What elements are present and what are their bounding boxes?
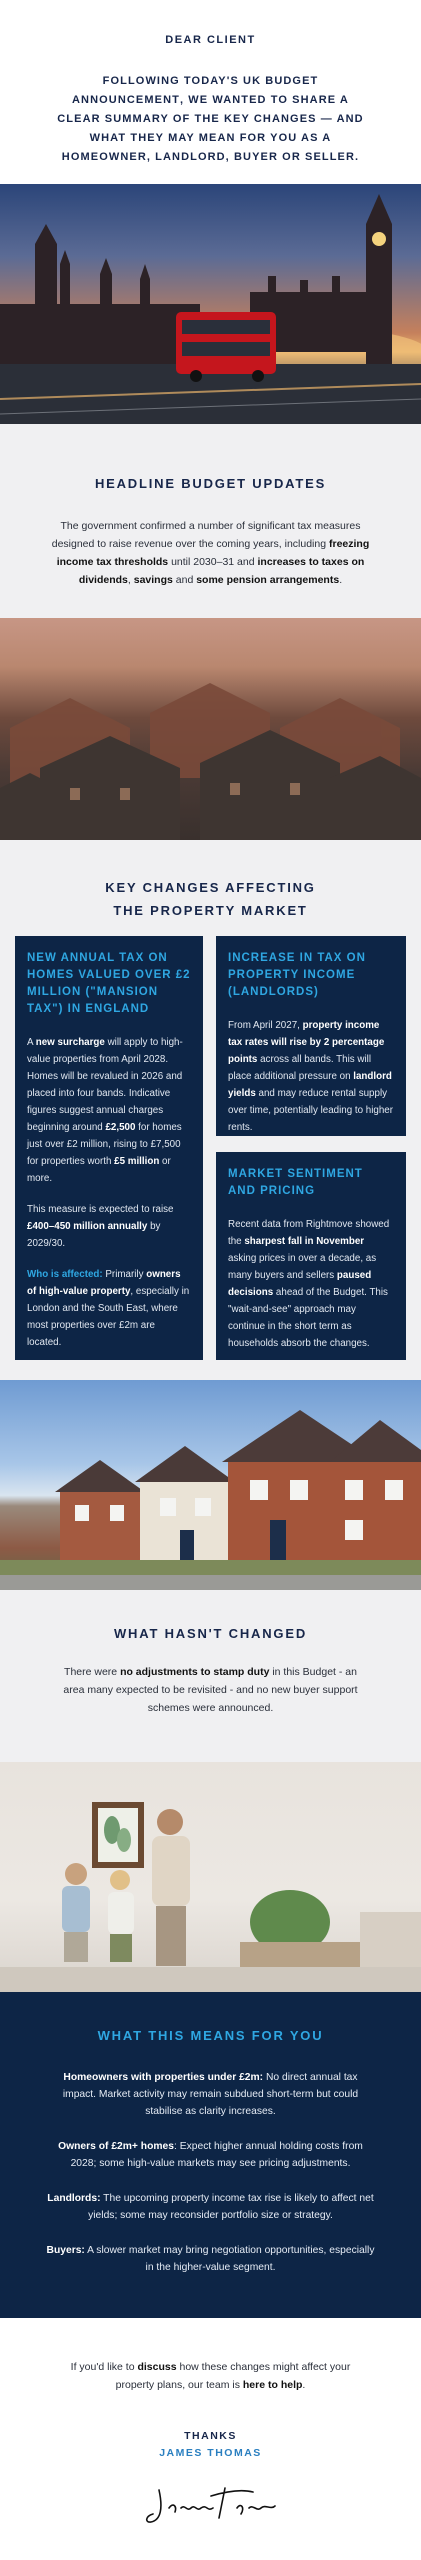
emphasis-text: KEY CHANGES xyxy=(223,113,317,125)
means-item-label: Homeowners with properties under £2m: xyxy=(63,2072,264,2083)
text-segment: and xyxy=(172,574,197,586)
means-item-buyers xyxy=(46,2242,376,2276)
emphasis-text: sharpest fall in November xyxy=(244,1236,365,1247)
text-segment: There were xyxy=(64,1666,121,1678)
key-changes-title-line1: KEY CHANGES AFFECTING xyxy=(105,880,316,895)
mansion-tax-para-3 xyxy=(27,1266,191,1351)
text-segment: This measure is expected to raise xyxy=(27,1204,174,1215)
emphasis-text: landlord yields xyxy=(228,1071,392,1099)
text-segment: for homes just over £2 million, rising to £7,500 for properties worth xyxy=(27,1122,182,1167)
emphasis-text: increases to taxes on dividends xyxy=(78,556,365,586)
market-sentiment-para xyxy=(228,1216,394,1352)
unchanged-section xyxy=(0,1590,421,1762)
rental-tax-card xyxy=(216,936,406,1136)
text-segment: , xyxy=(127,574,134,586)
means-item-label: Landlords: xyxy=(47,2193,101,2204)
mansion-tax-title: NEW ANNUAL TAX ON HOMES VALUED OVER £2 MILLION ("MANSION TAX") IN ENGLAND xyxy=(27,952,191,1015)
mansion-tax-para-1 xyxy=(27,1034,191,1187)
emphasis-text: BUDGET ANNOUNCEMENT xyxy=(72,75,319,106)
mansion-tax-card xyxy=(15,936,203,1360)
means-item-text: The upcoming property income tax rise is likely to affect net yields; some may reconsider portfolio size or strategy. xyxy=(88,2193,374,2221)
unchanged-body xyxy=(56,1663,366,1717)
text-segment: , especially in London and the South East, where most properties over £2m are located. xyxy=(27,1286,190,1348)
closing-body xyxy=(61,2358,361,2394)
intro-lead xyxy=(51,72,371,167)
text-segment: If you'd like to xyxy=(70,2361,138,2373)
sender-name: JAMES THOMAS xyxy=(159,2447,262,2459)
text-segment: From April 2027, xyxy=(228,1020,303,1031)
text-segment: — AND WHAT THEY MAY MEAN FOR YOU AS A xyxy=(89,113,364,144)
signature-image xyxy=(141,2478,281,2528)
emphasis-text: no adjustments to stamp duty xyxy=(120,1666,270,1678)
means-item-label: Buyers: xyxy=(46,2245,85,2256)
text-segment: . xyxy=(339,574,343,586)
key-changes-title xyxy=(0,876,421,922)
text-segment: OR SELLER. xyxy=(278,151,360,163)
intro-section xyxy=(0,0,421,184)
means-item-text: No direct annual tax impact. Market activity may remain subdued short-term but could stabilise as clarity increases. xyxy=(62,2072,359,2117)
family-hanging-picture-icon xyxy=(0,1762,421,1992)
closing-section xyxy=(0,2318,421,2548)
what-this-means-section xyxy=(0,1992,421,2318)
london-westminster-bus-icon xyxy=(0,184,421,424)
means-item-owners-2m xyxy=(46,2138,376,2172)
rooftops-aerial-icon xyxy=(0,618,421,840)
emphasis-text: property income tax rates will rise by 2 percentage points xyxy=(228,1020,385,1065)
text-segment: A xyxy=(27,1037,36,1048)
signoff xyxy=(0,2428,421,2462)
means-item-landlords xyxy=(46,2190,376,2224)
text-segment: across all bands. This will place additional pressure on xyxy=(228,1054,372,1082)
headline-updates-section xyxy=(0,424,421,618)
emphasis-text: paused decisions xyxy=(228,1270,372,1298)
text-segment: ahead of the Budget. This "wait-and-see" approach may continue in the short term as households absorb the changes. xyxy=(228,1287,388,1349)
unchanged-title: WHAT HASN'T CHANGED xyxy=(113,1626,308,1641)
thanks-text: THANKS xyxy=(184,2430,237,2442)
text-segment: or more. xyxy=(27,1156,171,1184)
emphasis-text: some pension arrangements xyxy=(196,574,340,586)
means-item-homeowners xyxy=(46,2069,376,2120)
text-segment: how these changes might affect your property plans, our team is xyxy=(115,2361,351,2391)
means-item-text: A slower market may bring negotiation opportunities, especially in the higher-value segment. xyxy=(84,2245,375,2273)
headline-body xyxy=(46,517,376,589)
means-item-text: : Expect higher annual holding costs from 2028; some high-value markets may see pricing adjustments. xyxy=(70,2141,363,2169)
means-list xyxy=(0,2069,421,2276)
text-segment: The government confirmed a number of significant tax measures designed to raise revenue over the coming years, including xyxy=(51,520,361,550)
key-changes-title-line2: THE PROPERTY MARKET xyxy=(113,903,308,918)
emphasis-text: discuss xyxy=(137,2361,177,2373)
rental-tax-title: INCREASE IN TAX ON PROPERTY INCOME (LANDLORDS) xyxy=(228,952,366,998)
text-segment: in this Budget - an area many expected to be revisited - and no new buyer support schemes were announced. xyxy=(63,1666,358,1714)
what-this-means-title: WHAT THIS MEANS FOR YOU xyxy=(97,2028,324,2043)
emphasis-text: HOMEOWNER, LANDLORD, BUYER xyxy=(61,151,279,163)
text-segment: Recent data from Rightmove showed the xyxy=(228,1219,390,1247)
text-segment: , WE WANTED TO SHARE A CLEAR SUMMARY OF THE xyxy=(57,94,349,125)
text-segment: until 2030–31 and xyxy=(168,556,258,568)
text-segment: by 2029/30. xyxy=(27,1221,161,1249)
text-segment: asking prices in over a decade, as many buyers and sellers xyxy=(228,1253,377,1281)
emphasis-text: new surcharge xyxy=(35,1037,105,1048)
text-segment: and may reduce rental supply over time, potentially leading to higher rents. xyxy=(228,1088,394,1133)
market-sentiment-card xyxy=(216,1152,406,1360)
who-affected-label: Who is affected: xyxy=(27,1269,103,1280)
emphasis-text: here to help xyxy=(242,2379,303,2391)
text-segment: Primarily xyxy=(102,1269,147,1280)
new-build-houses-icon xyxy=(0,1380,421,1590)
key-changes-section xyxy=(0,840,421,1380)
text-segment: . xyxy=(302,2379,306,2391)
rental-tax-para xyxy=(228,1017,394,1136)
emphasis-text: savings xyxy=(133,574,173,586)
emphasis-text: £5 million xyxy=(114,1156,160,1167)
market-sentiment-title: MARKET SENTIMENT AND PRICING xyxy=(228,1168,363,1197)
emphasis-text: owners of high-value property xyxy=(27,1269,181,1297)
headline-title: HEADLINE BUDGET UPDATES xyxy=(94,476,327,491)
text-segment: FOLLOWING TODAY'S UK xyxy=(102,75,266,87)
who-affected-text xyxy=(27,1269,189,1348)
mansion-tax-para-2 xyxy=(27,1201,191,1252)
emphasis-text: £2,500 xyxy=(105,1122,136,1133)
emphasis-text: freezing income tax thresholds xyxy=(56,538,370,568)
emphasis-text: £400–450 million annually xyxy=(27,1221,148,1232)
means-item-label: Owners of £2m+ homes xyxy=(58,2141,174,2152)
greeting: DEAR CLIENT xyxy=(165,34,256,46)
text-segment: will apply to high-value properties from April 2028. Homes will be revalued in 2026 and placed into four bands. Indicative figures suggest annual charges beginning around xyxy=(27,1037,183,1133)
